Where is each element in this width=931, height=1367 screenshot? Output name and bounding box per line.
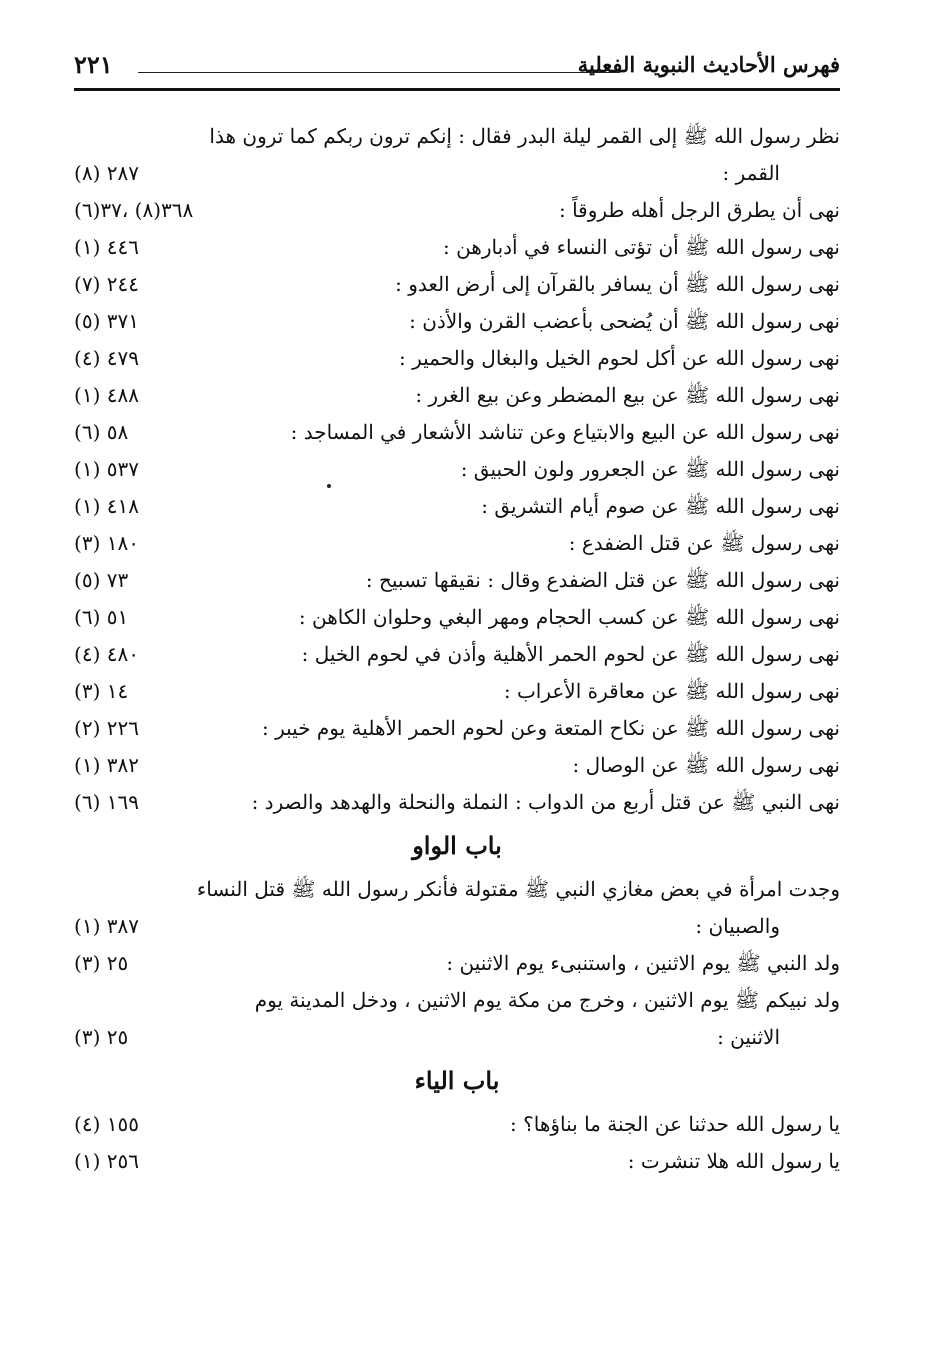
index-entry: [74, 710, 840, 747]
index-list-ya: [74, 1106, 840, 1180]
stray-ink-dot: [327, 484, 331, 488]
index-entry: [74, 229, 840, 266]
entry-reference: ٥١ (٦): [74, 605, 129, 629]
entry-text: نهى رسول الله عن أكل لحوم الخيل والبغال والحمير :: [399, 346, 840, 370]
index-entry: [74, 340, 840, 377]
index-entry: [74, 192, 840, 229]
entry-reference: ٢٨٧ (٨): [74, 161, 139, 185]
entry-reference: ٤٤٦ (١): [74, 235, 139, 259]
index-entry: [74, 673, 840, 710]
entry-text: نهى رسول ﷺ عن قتل الضفدع :: [568, 531, 840, 555]
entry-reference: ٤١٨ (١): [74, 494, 139, 518]
section-title-ya: باب الياء: [414, 1066, 500, 1095]
entry-text: نهى أن يطرق الرجل أهله طروقاً :: [558, 198, 840, 222]
entry-reference: ٢٥ (٣): [74, 951, 129, 975]
entry-reference: ٢٥٦ (١): [74, 1149, 139, 1173]
index-list-nun: [74, 118, 840, 821]
entry-text: نهى رسول الله عن البيع والابتياع وعن تناشد الأشعار في المساجد :: [290, 420, 840, 444]
entry-reference: ٣٨٢ (١): [74, 753, 139, 777]
entry-text: وجدت امرأة في بعض مغازي النبي ﷺ مقتولة فأنكر رسول الله ﷺ قتل النساء: [196, 877, 840, 901]
entry-text: نهى رسول الله ﷺ أن تؤتى النساء في أدبارهن :: [442, 235, 840, 259]
index-entry: [74, 908, 840, 945]
entry-text: يا رسول الله حدثنا عن الجنة ما بناؤها؟ :: [510, 1112, 840, 1136]
entry-text: نهى رسول الله ﷺ عن معاقرة الأعراب :: [503, 679, 840, 703]
index-entry: [74, 377, 840, 414]
index-entry: [74, 871, 840, 908]
entry-text: نهى النبي ﷺ عن قتل أربع من الدواب : النملة والنحلة والهدهد والصرد :: [251, 790, 840, 814]
header-title: فهرس الأحاديث النبوية الفعلية: [577, 52, 840, 77]
header-rule: [74, 88, 840, 91]
entry-reference: ١٨٠ (٣): [74, 531, 139, 555]
index-entry: [74, 525, 840, 562]
entry-text: نهى رسول الله ﷺ عن قتل الضفدع وقال : نقيقها تسبيح :: [365, 568, 840, 592]
index-entry: [74, 747, 840, 784]
entry-reference: ٣٨٧ (١): [74, 914, 139, 938]
section-heading-ya: [74, 1056, 840, 1106]
entry-text: ولد النبي ﷺ يوم الاثنين ، واستنبىء يوم الاثنين :: [446, 951, 840, 975]
entry-reference: ١٦٩ (٦): [74, 790, 139, 814]
entry-reference: ٧٣ (٥): [74, 568, 129, 592]
index-entry: [74, 414, 840, 451]
index-entry: [74, 562, 840, 599]
entry-text: ولد نبيكم ﷺ يوم الاثنين ، وخرج من مكة يوم الاثنين ، ودخل المدينة يوم: [254, 988, 840, 1012]
running-header: [74, 44, 840, 88]
index-entry: [74, 784, 840, 821]
entry-reference: ٥٨ (٦): [74, 420, 129, 444]
index-entry: [74, 599, 840, 636]
index-list-waw: [74, 871, 840, 1056]
index-entry: [74, 636, 840, 673]
entry-text: نهى رسول الله ﷺ عن الوصال :: [572, 753, 840, 777]
entry-text: يا رسول الله هلا تنشرت :: [627, 1149, 840, 1173]
entry-reference: ١٤ (٣): [74, 679, 129, 703]
entry-text: نهى رسول الله ﷺ أن يسافر بالقرآن إلى أرض العدو :: [395, 272, 840, 296]
entry-reference: ٤٨٠ (٤): [74, 642, 139, 666]
entry-text: نهى رسول الله ﷺ عن بيع المضطر وعن بيع الغرر :: [415, 383, 840, 407]
index-entry: [74, 451, 840, 488]
page-number: ٢٢١: [74, 50, 113, 79]
entry-text: نهى رسول الله ﷺ عن نكاح المتعة وعن لحوم الحمر الأهلية يوم خيبر :: [262, 716, 840, 740]
entry-reference: ٤٧٩ (٤): [74, 346, 139, 370]
index-entry: [74, 1106, 840, 1143]
entry-reference: ٣٧١ (٥): [74, 309, 139, 333]
entry-reference: ٣٦٨(٨) ،٣٧(٦): [74, 198, 194, 222]
entry-text: نظر رسول الله ﷺ إلى القمر ليلة البدر فقال : إنكم ترون ربكم كما ترون هذا: [209, 124, 840, 148]
index-entry: [74, 155, 840, 192]
index-entry: [74, 1143, 840, 1180]
entry-text: نهى رسول الله ﷺ أن يُضحى بأعضب القرن والأذن :: [409, 309, 840, 333]
index-entry: [74, 303, 840, 340]
entry-text: نهى رسول الله ﷺ عن صوم أيام التشريق :: [481, 494, 840, 518]
section-title-waw: باب الواو: [412, 831, 502, 860]
index-entry: [74, 1019, 840, 1056]
header-dash-line: [138, 72, 620, 73]
entry-reference: ٢٥ (٣): [74, 1025, 129, 1049]
entry-text: نهى رسول الله ﷺ عن الجعرور ولون الحبيق :: [460, 457, 840, 481]
entry-reference: ١٥٥ (٤): [74, 1112, 139, 1136]
index-entry: [74, 982, 840, 1019]
entry-text: والصبيان :: [695, 914, 780, 938]
index-entry: [74, 266, 840, 303]
entry-text: نهى رسول الله ﷺ عن كسب الحجام ومهر البغي وحلوان الكاهن :: [298, 605, 840, 629]
index-entry: [74, 118, 840, 155]
entry-reference: ٥٣٧ (١): [74, 457, 139, 481]
entry-reference: ٢٢٦ (٢): [74, 716, 139, 740]
entry-reference: ٢٤٤ (٧): [74, 272, 139, 296]
entry-text: الاثنين :: [717, 1025, 780, 1049]
entry-reference: ٤٨٨ (١): [74, 383, 139, 407]
entry-text: القمر :: [722, 161, 780, 185]
section-heading-waw: [74, 821, 840, 871]
index-content: [74, 118, 840, 1180]
index-entry: [74, 488, 840, 525]
entry-text: نهى رسول الله ﷺ عن لحوم الحمر الأهلية وأذن في لحوم الخيل :: [301, 642, 840, 666]
index-entry: [74, 945, 840, 982]
